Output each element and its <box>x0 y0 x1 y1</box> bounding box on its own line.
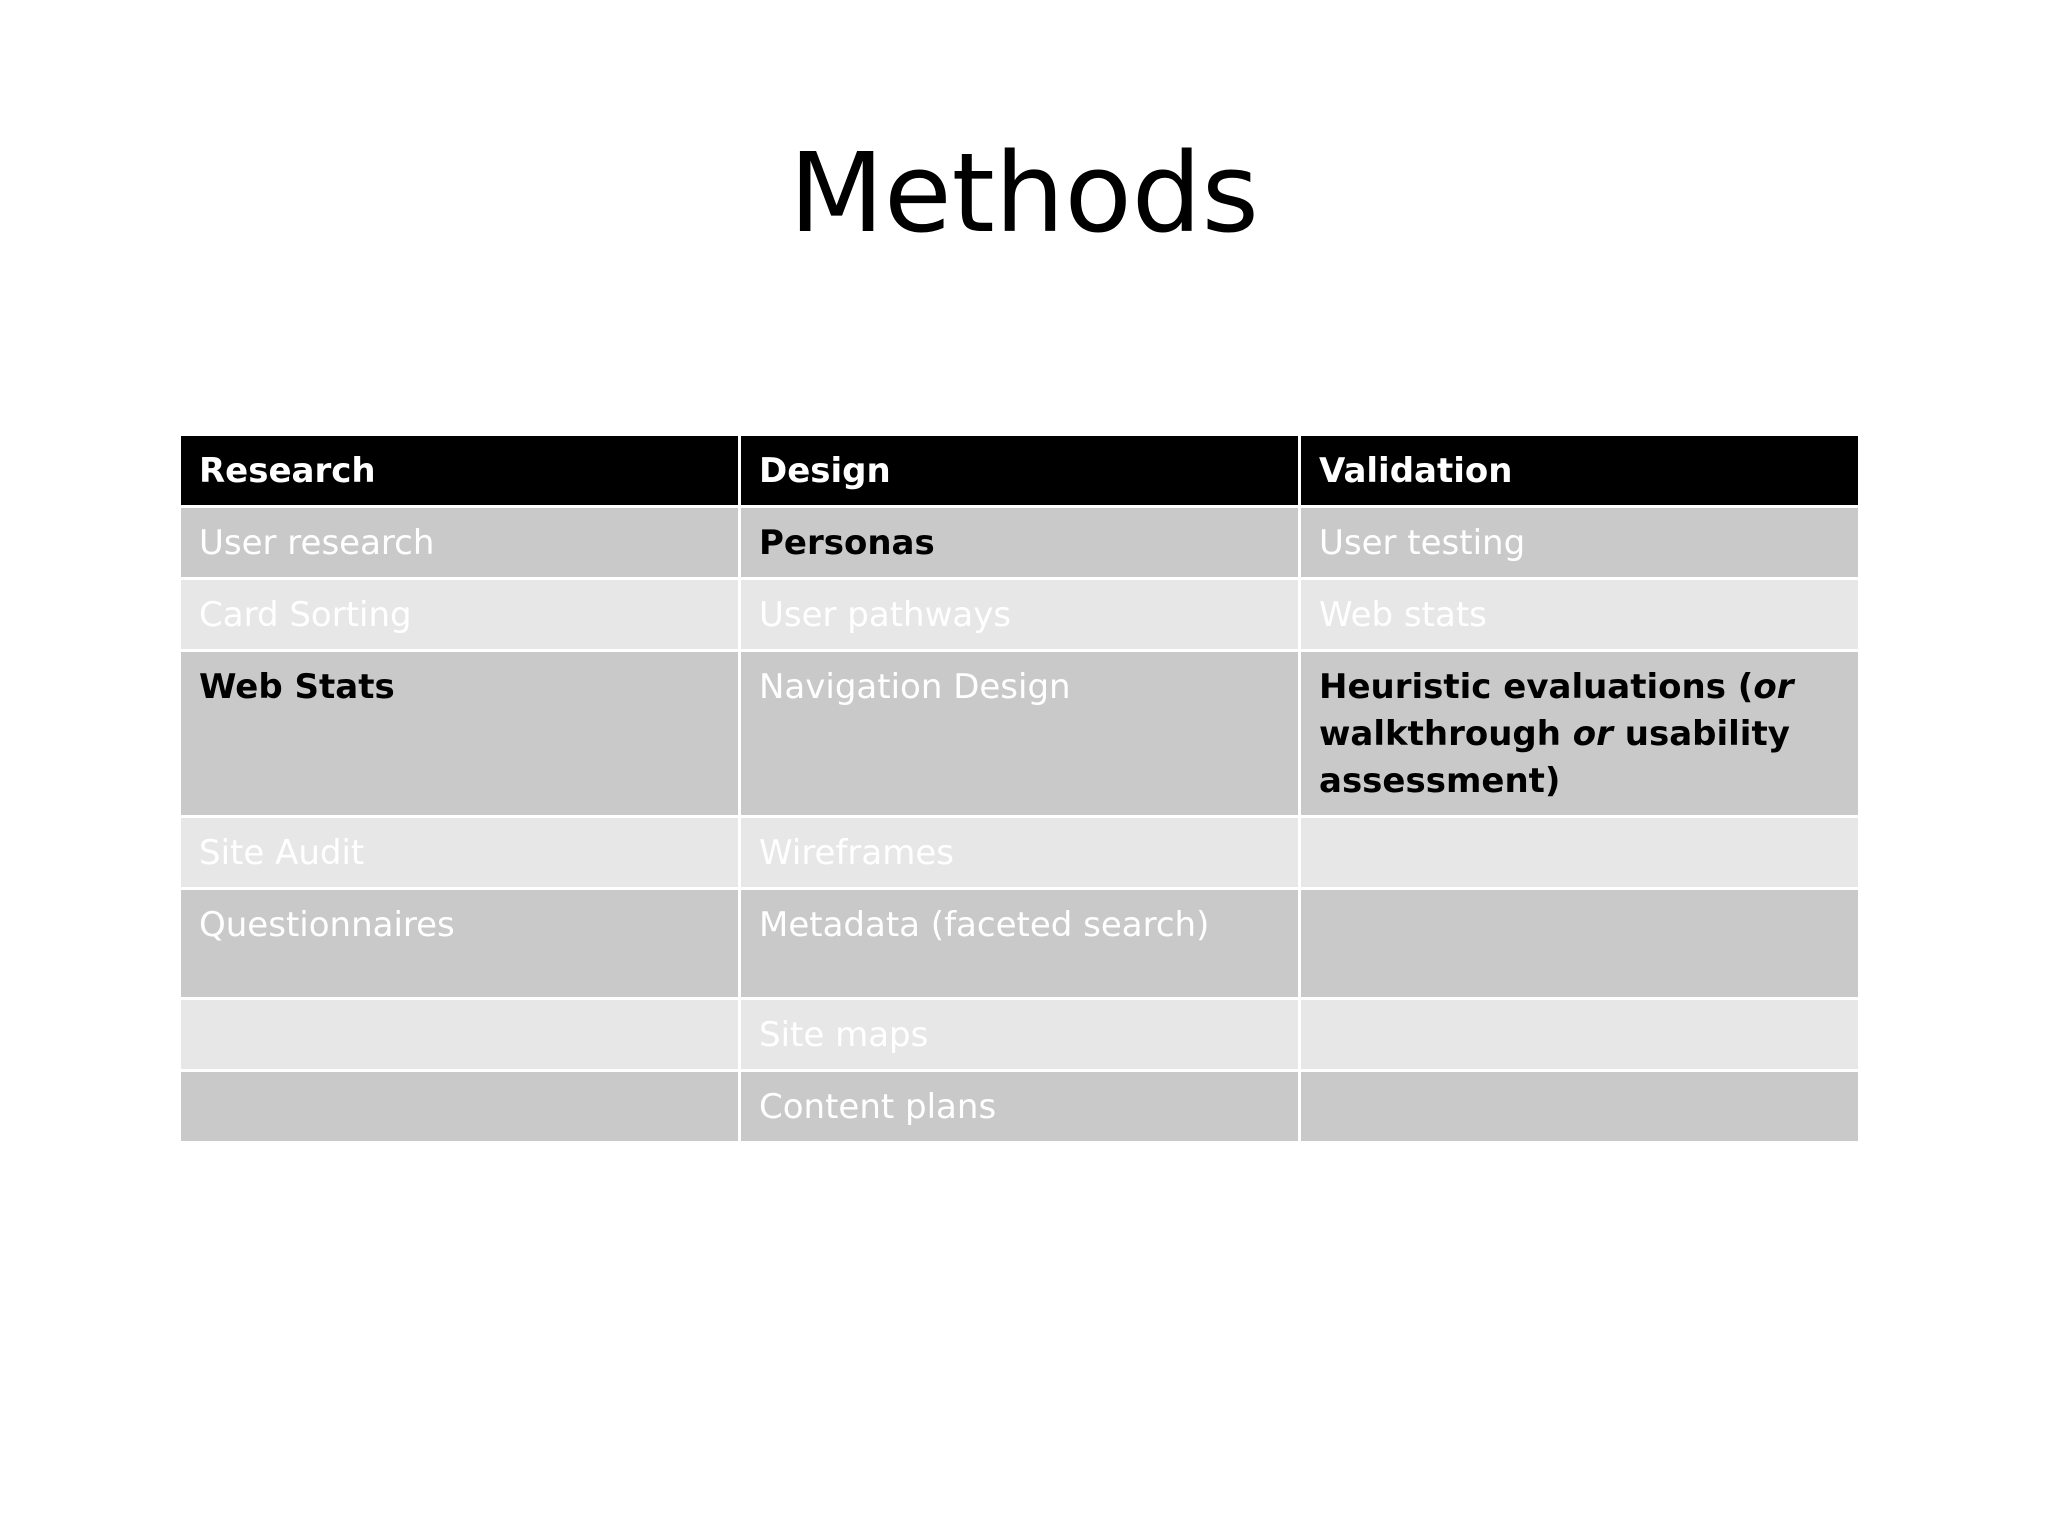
cell-navigation-design: Navigation Design <box>740 651 1300 817</box>
heuristic-or-1: or <box>1753 667 1794 707</box>
cell-empty <box>1300 1071 1860 1143</box>
heuristic-text-1: Heuristic evaluations ( <box>1319 667 1754 707</box>
stats-word: stats <box>1403 595 1487 635</box>
table-row <box>180 817 1860 889</box>
table-row <box>180 889 1860 999</box>
table-row <box>180 999 1860 1071</box>
methods-table <box>178 436 1861 1144</box>
cell-empty <box>180 1071 740 1143</box>
web-word: Web <box>1319 595 1394 635</box>
table-row <box>180 579 1860 651</box>
cell-personas: Personas <box>740 507 1300 579</box>
table-header-row <box>180 436 1860 507</box>
cell-site-maps: Site maps <box>740 999 1300 1071</box>
cell-questionnaires: Questionnaires <box>180 889 740 999</box>
cell-user-testing: User testing <box>1300 507 1860 579</box>
heuristic-text-2: walkthrough <box>1319 714 1573 754</box>
cell-empty <box>1300 999 1860 1071</box>
cell-web-stats: Web Stats <box>180 651 740 817</box>
table-row <box>180 507 1860 579</box>
heuristic-or-2: or <box>1572 714 1613 754</box>
cell-metadata: Metadata (faceted search) <box>740 889 1300 999</box>
header-research: Research <box>180 436 740 507</box>
header-validation: Validation <box>1300 436 1860 507</box>
cell-heuristic-evaluations <box>1300 651 1860 817</box>
cell-site-audit: Site Audit <box>180 817 740 889</box>
header-design: Design <box>740 436 1300 507</box>
cell-web-stats-validation <box>1300 579 1860 651</box>
table-row <box>180 1071 1860 1143</box>
cell-wireframes: Wireframes <box>740 817 1300 889</box>
cell-card-sorting: Card Sorting <box>180 579 740 651</box>
cell-user-research: User research <box>180 507 740 579</box>
heuristic-text-3: usability assessment) <box>1319 714 1790 801</box>
cell-empty <box>180 999 740 1071</box>
cell-user-pathways: User pathways <box>740 579 1300 651</box>
table-row <box>180 651 1860 817</box>
slide-title: Methods <box>789 129 1259 257</box>
cell-content-plans: Content plans <box>740 1071 1300 1143</box>
cell-empty <box>1300 817 1860 889</box>
cell-empty <box>1300 889 1860 999</box>
